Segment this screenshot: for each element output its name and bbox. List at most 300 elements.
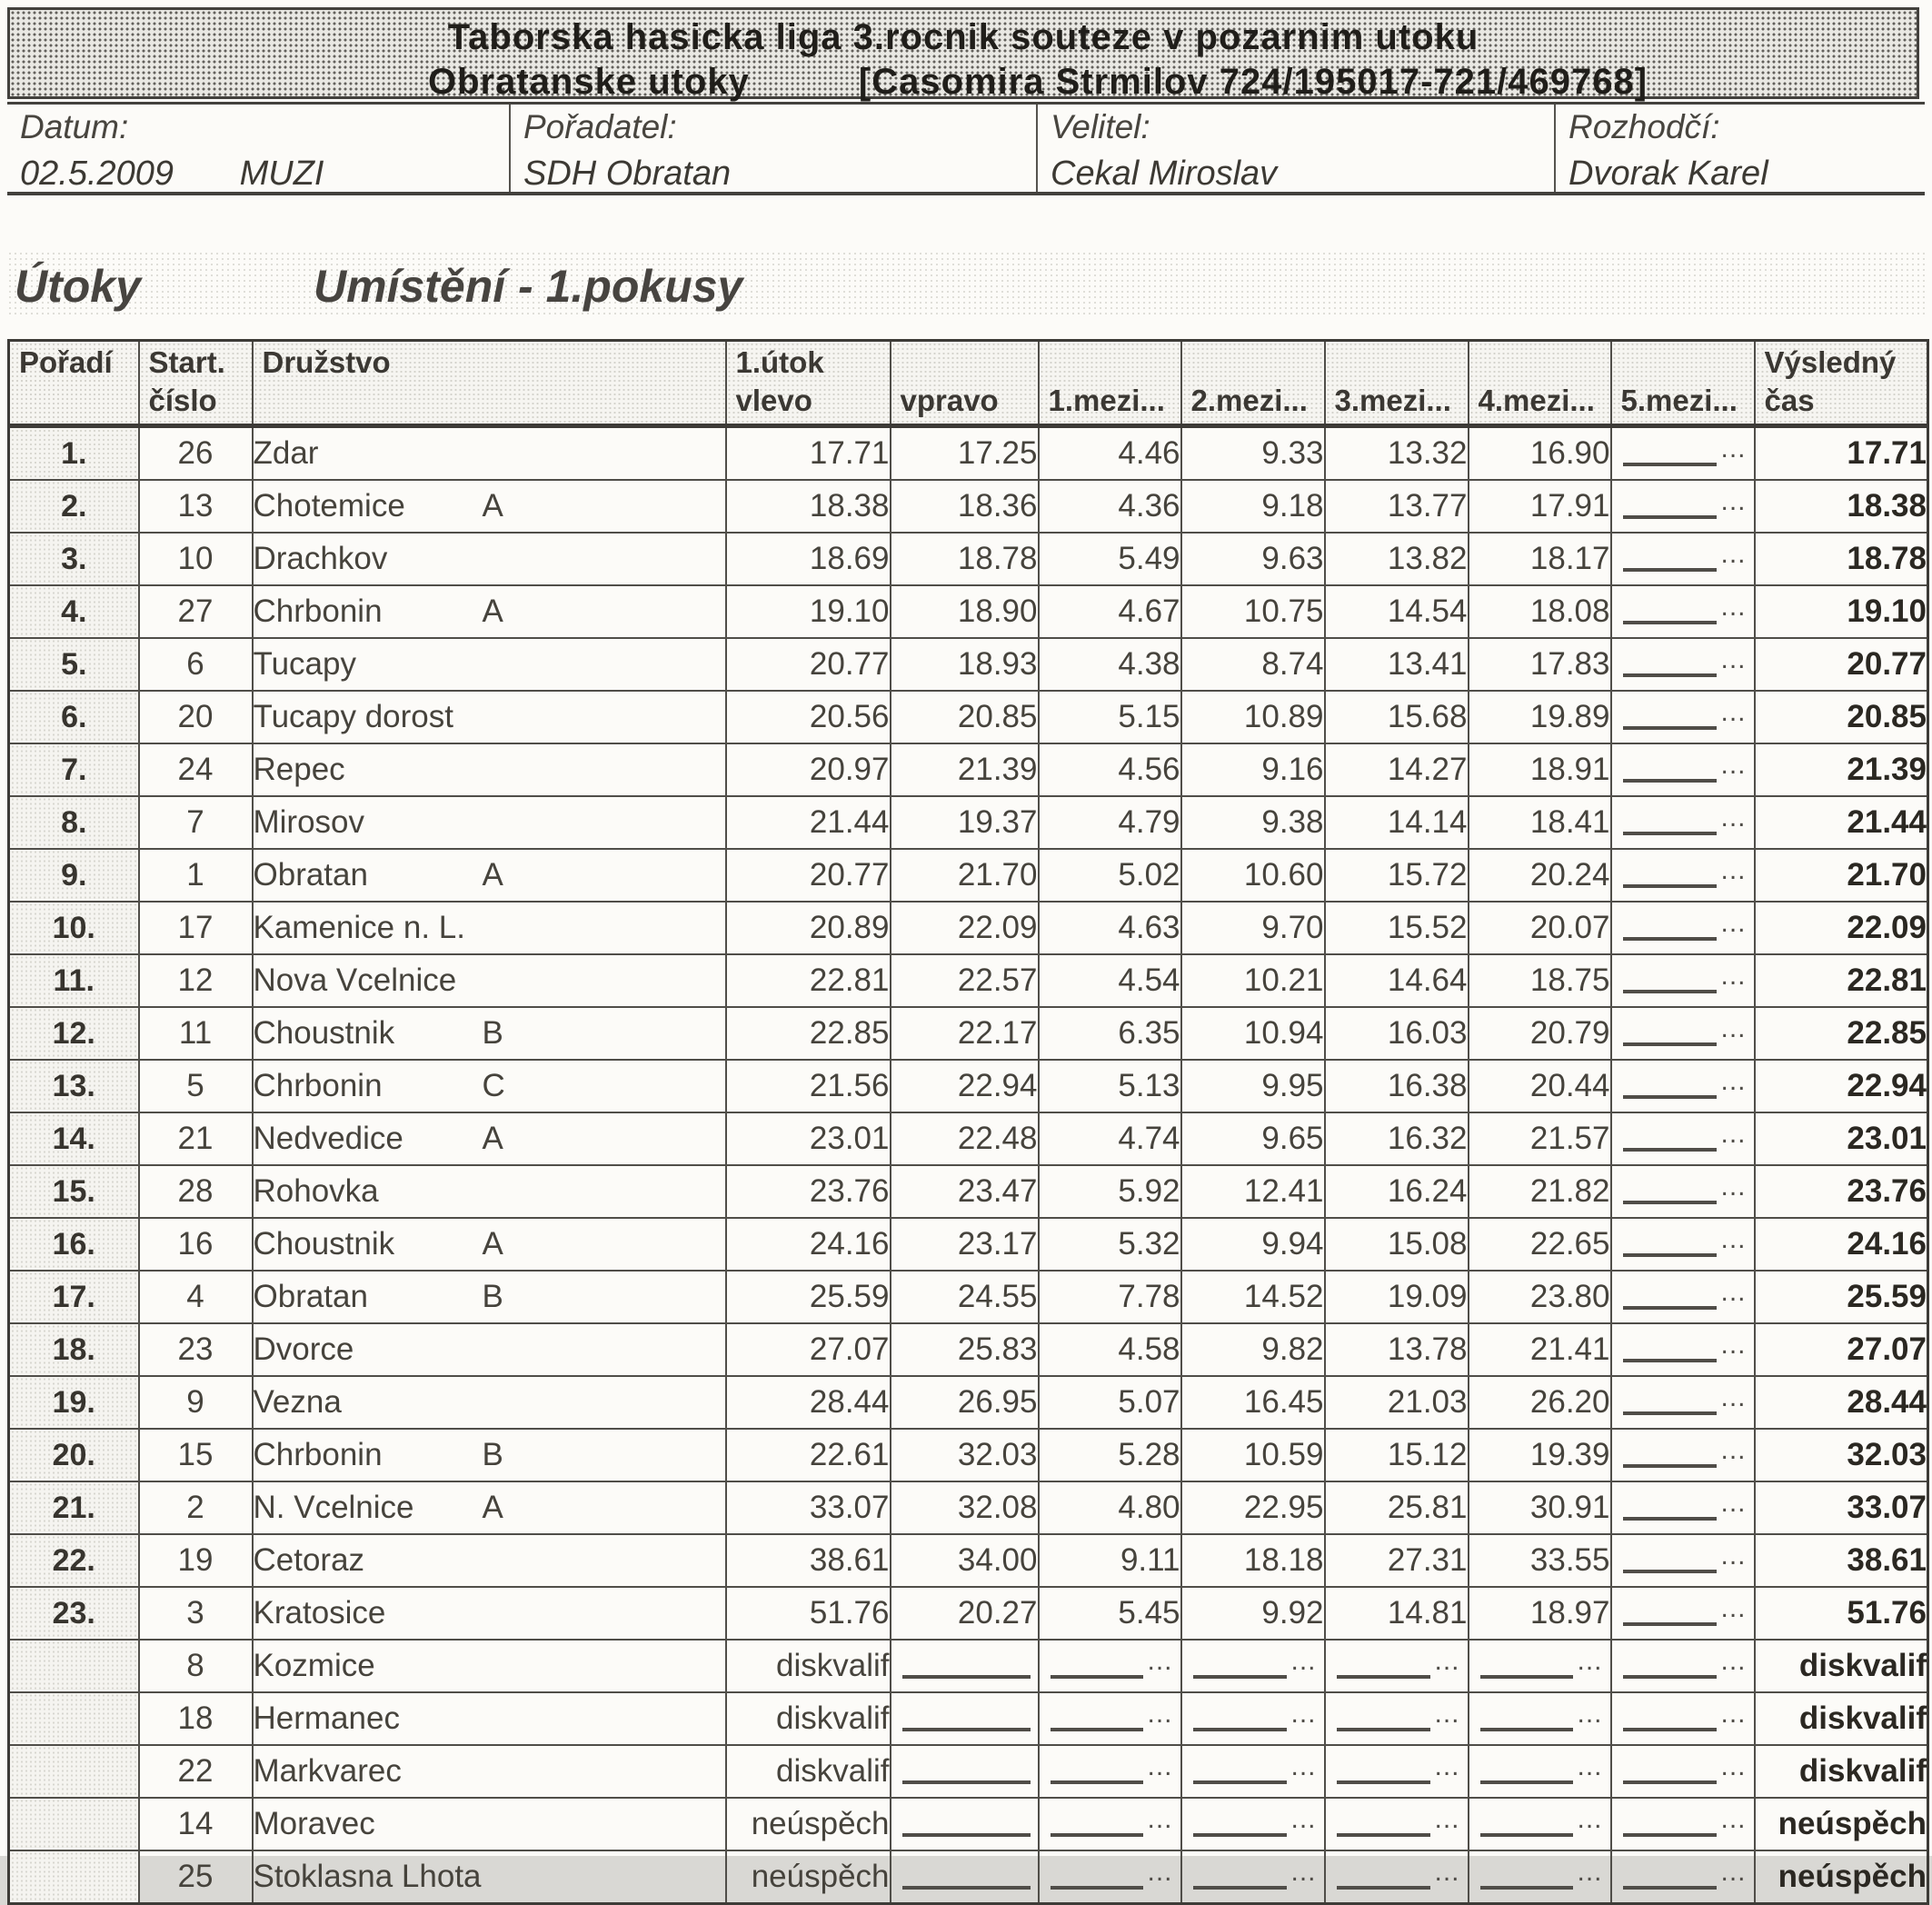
table-row [9,1323,1928,1376]
team-name: Moravec [253,1806,375,1841]
blank-line [1051,1780,1144,1784]
start-number-cell: 2 [139,1481,253,1534]
result-time-cell: 23.76 [1755,1165,1928,1218]
ellipsis: ... [1720,1699,1747,1729]
split4-cell: 18.91 [1469,743,1611,796]
split1-cell: 4.36 [1039,480,1181,533]
table-row [9,902,1928,954]
vlevo-time-cell: 23.76 [726,1165,891,1218]
split1-cell: 4.56 [1039,743,1181,796]
ellipsis: ... [1720,1646,1747,1676]
table-row [9,1798,1928,1850]
split1-cell: 5.07 [1039,1376,1181,1429]
start-number-cell: 11 [139,1007,253,1060]
blank-line [1623,1886,1718,1890]
vpravo-time-cell: 26.95 [891,1376,1039,1429]
result-time-cell: 33.07 [1755,1481,1928,1534]
split4-cell [1469,1640,1611,1692]
team-name: Nova Vcelnice [253,962,457,998]
team-cell [253,902,726,954]
split4-cell: 18.08 [1469,585,1611,638]
ellipsis: ... [1720,697,1747,727]
vlevo-time-cell: 17.71 [726,426,891,481]
team-name: Obratan [253,857,368,893]
ellipsis: ... [1720,539,1747,569]
split1-cell: 5.32 [1039,1218,1181,1271]
split2-cell [1181,1798,1325,1850]
team-name: Chrbonin [253,1437,383,1472]
vlevo-time-cell: 22.85 [726,1007,891,1060]
blank-line [1623,1675,1718,1679]
rank-cell: 6. [9,691,139,743]
team-name: Stoklasna Lhota [253,1859,482,1894]
split5-cell [1611,480,1755,533]
split2-cell: 9.16 [1181,743,1325,796]
team-letter: A [482,857,503,893]
team-name: Dvorce [253,1332,354,1367]
split2-cell: 14.52 [1181,1271,1325,1323]
split1-cell: 4.67 [1039,585,1181,638]
rank-cell: 17. [9,1271,139,1323]
vlevo-time-cell: 51.76 [726,1587,891,1640]
vlevo-time-cell: 19.10 [726,585,891,638]
split5-cell [1611,1587,1755,1640]
split5-cell [1611,796,1755,849]
table-row [9,1481,1928,1534]
split5-cell [1611,1218,1755,1271]
team-letter: B [482,1437,503,1472]
team-letter: A [482,488,503,524]
ellipsis: ... [1577,1646,1603,1676]
split3-cell [1325,1850,1469,1904]
split3-cell: 15.68 [1325,691,1469,743]
split4-cell: 19.89 [1469,691,1611,743]
ellipsis: ... [1720,961,1747,991]
split2-cell: 10.21 [1181,954,1325,1007]
column-header-5: 1.mezi... [1039,341,1181,426]
team-cell [253,849,726,902]
ellipsis: ... [1290,1804,1317,1834]
blank-line [1480,1675,1574,1679]
team-letter: B [482,1015,503,1051]
ellipsis: ... [1720,1488,1747,1518]
blank-line [1623,515,1718,519]
blank-line [1623,1833,1718,1837]
info-cell-rozhodci [1554,105,1925,192]
team-cell [253,638,726,691]
start-number-cell: 20 [139,691,253,743]
team-name: Mirosov [253,804,365,840]
split4-cell: 20.24 [1469,849,1611,902]
table-row [9,743,1928,796]
split2-cell: 10.60 [1181,849,1325,902]
rank-cell: 16. [9,1218,139,1271]
split3-cell: 14.14 [1325,796,1469,849]
ellipsis: ... [1720,1857,1747,1887]
team-letter: A [482,1121,503,1156]
result-time-cell: 22.94 [1755,1060,1928,1112]
rank-cell: 12. [9,1007,139,1060]
team-cell [253,480,726,533]
split5-cell [1611,1376,1755,1429]
split3-cell: 16.24 [1325,1165,1469,1218]
rank-cell: 20. [9,1429,139,1481]
team-name: Rohovka [253,1173,379,1209]
ellipsis: ... [1290,1699,1317,1729]
start-number-cell: 7 [139,796,253,849]
team-name: Tucapy dorost [253,699,453,734]
column-header-7: 3.mezi... [1325,341,1469,426]
split4-cell [1469,1798,1611,1850]
vlevo-time-cell: 22.61 [726,1429,891,1481]
ellipsis: ... [1720,1224,1747,1254]
result-time-cell: 24.16 [1755,1218,1928,1271]
table-row [9,638,1928,691]
split4-cell: 18.41 [1469,796,1611,849]
start-number-cell: 28 [139,1165,253,1218]
vpravo-time-cell: 22.48 [891,1112,1039,1165]
team-name: Vezna [253,1384,342,1420]
ellipsis: ... [1720,592,1747,622]
table-row [9,1060,1928,1112]
team-cell [253,743,726,796]
team-name: Cetoraz [253,1542,365,1578]
split1-cell: 5.13 [1039,1060,1181,1112]
vpravo-time-cell [891,1640,1039,1692]
ellipsis: ... [1720,486,1747,516]
blank-line [1051,1728,1144,1731]
team-cell [253,1060,726,1112]
start-number-cell: 14 [139,1798,253,1850]
ellipsis: ... [1290,1751,1317,1781]
vlevo-time-cell: 20.77 [726,638,891,691]
start-number-cell: 4 [139,1271,253,1323]
blank-line [1623,621,1718,624]
result-time-cell: diskvalif [1755,1745,1928,1798]
table-row [9,426,1928,481]
split5-cell [1611,1165,1755,1218]
split2-cell: 9.95 [1181,1060,1325,1112]
split5-cell [1611,1060,1755,1112]
vpravo-time-cell: 32.08 [891,1481,1039,1534]
team-name: Drachkov [253,541,388,576]
vpravo-time-cell [891,1798,1039,1850]
column-header-4: vpravo [891,341,1039,426]
rank-cell [9,1640,139,1692]
ellipsis: ... [1720,908,1747,938]
team-name: Choustnik [253,1015,395,1051]
ellipsis: ... [1720,1435,1747,1465]
result-time-cell: 19.10 [1755,585,1928,638]
category-value: MUZI [239,155,324,193]
ellipsis: ... [1720,1593,1747,1623]
blank-line [1337,1833,1431,1837]
table-row [9,480,1928,533]
ellipsis: ... [1720,1119,1747,1149]
start-number-cell: 27 [139,585,253,638]
split1-cell: 5.28 [1039,1429,1181,1481]
rank-cell [9,1798,139,1850]
rank-cell [9,1850,139,1904]
start-number-cell: 3 [139,1587,253,1640]
rank-cell: 1. [9,426,139,481]
rank-cell: 11. [9,954,139,1007]
table-row [9,1165,1928,1218]
results-table [7,339,1929,1905]
section-title [7,251,1925,318]
split1-cell [1039,1640,1181,1692]
result-time-cell: 21.44 [1755,796,1928,849]
rank-cell: 9. [9,849,139,902]
rozhodci-value: Dvorak Karel [1569,155,1768,193]
split2-cell: 9.63 [1181,533,1325,585]
split1-cell: 4.79 [1039,796,1181,849]
result-time-cell: 25.59 [1755,1271,1928,1323]
blank-line [1337,1675,1431,1679]
split4-cell: 17.91 [1469,480,1611,533]
blank-line [1480,1833,1574,1837]
split5-cell [1611,585,1755,638]
start-number-cell: 6 [139,638,253,691]
rank-cell: 19. [9,1376,139,1429]
team-cell [253,1798,726,1850]
split3-cell [1325,1640,1469,1692]
vpravo-time-cell: 21.70 [891,849,1039,902]
team-cell [253,1165,726,1218]
rank-cell: 2. [9,480,139,533]
start-number-cell: 9 [139,1376,253,1429]
split3-cell: 15.72 [1325,849,1469,902]
split5-cell [1611,1640,1755,1692]
table-row [9,691,1928,743]
split2-cell: 10.89 [1181,691,1325,743]
vlevo-time-cell: 18.69 [726,533,891,585]
team-cell [253,1218,726,1271]
blank-line [1623,1359,1718,1362]
start-number-cell: 10 [139,533,253,585]
vlevo-time-cell: 23.01 [726,1112,891,1165]
split3-cell: 14.64 [1325,954,1469,1007]
ellipsis: ... [1720,1013,1747,1043]
rank-cell: 21. [9,1481,139,1534]
split3-cell: 16.03 [1325,1007,1469,1060]
start-number-cell: 5 [139,1060,253,1112]
velitel-label: Velitel: [1051,108,1150,145]
team-name: Hermanec [253,1701,400,1736]
vlevo-time-cell: 20.56 [726,691,891,743]
blank-line [1623,1570,1718,1573]
result-time-cell: 32.03 [1755,1429,1928,1481]
vlevo-time-cell: 27.07 [726,1323,891,1376]
team-cell [253,1587,726,1640]
split2-cell: 9.82 [1181,1323,1325,1376]
split5-cell [1611,1007,1755,1060]
competition-title: Taborska hasicka liga 3.rocnik souteze v pozarnim utoku [447,17,1479,57]
team-name: Obratan [253,1279,368,1314]
rank-cell: 18. [9,1323,139,1376]
split1-cell [1039,1798,1181,1850]
split4-cell [1469,1850,1611,1904]
split4-cell: 17.83 [1469,638,1611,691]
vlevo-time-cell: diskvalif [726,1692,891,1745]
vpravo-time-cell [891,1745,1039,1798]
split4-cell: 26.20 [1469,1376,1611,1429]
ellipsis: ... [1720,1066,1747,1096]
split5-cell [1611,1798,1755,1850]
rank-cell [9,1745,139,1798]
vpravo-time-cell [891,1850,1039,1904]
blank-line [1480,1886,1574,1890]
vpravo-time-cell: 18.36 [891,480,1039,533]
start-number-cell: 13 [139,480,253,533]
vpravo-time-cell: 25.83 [891,1323,1039,1376]
vlevo-time-cell: neúspěch [726,1850,891,1904]
vpravo-time-cell: 18.78 [891,533,1039,585]
split3-cell: 15.52 [1325,902,1469,954]
blank-line [1623,1042,1718,1046]
split2-cell: 10.94 [1181,1007,1325,1060]
info-cell-velitel [1036,105,1554,192]
rank-cell: 8. [9,796,139,849]
team-letter: C [482,1068,505,1103]
split3-cell [1325,1798,1469,1850]
vpravo-time-cell: 23.17 [891,1218,1039,1271]
date-value: 02.5.2009 [20,155,174,193]
split4-cell: 23.80 [1469,1271,1611,1323]
ellipsis: ... [1577,1751,1603,1781]
timer-info: [Casomira Strmilov 724/195017-721/469768] [858,62,1648,102]
split2-cell: 9.33 [1181,426,1325,481]
ellipsis: ... [1720,644,1747,674]
vpravo-time-cell: 32.03 [891,1429,1039,1481]
split2-cell: 8.74 [1181,638,1325,691]
blank-line [1051,1886,1144,1890]
vpravo-time-cell: 22.17 [891,1007,1039,1060]
team-cell [253,954,726,1007]
ellipsis: ... [1147,1857,1173,1887]
result-time-cell: neúspěch [1755,1850,1928,1904]
vpravo-time-cell: 22.57 [891,954,1039,1007]
vlevo-time-cell: neúspěch [726,1798,891,1850]
ellipsis: ... [1147,1804,1173,1834]
split1-cell: 7.78 [1039,1271,1181,1323]
section-title-right: Umístění - 1.pokusy [314,261,743,312]
team-name: N. Vcelnice [253,1490,414,1525]
team-cell [253,1429,726,1481]
blank-line [1623,832,1718,835]
split5-cell [1611,691,1755,743]
split1-cell: 5.92 [1039,1165,1181,1218]
blank-line [1623,1411,1718,1415]
column-header-8: 4.mezi... [1469,341,1611,426]
table-row [9,849,1928,902]
blank-line [1623,568,1718,572]
rank-cell: 14. [9,1112,139,1165]
team-letter: A [482,1226,503,1262]
table-row [9,954,1928,1007]
rank-cell: 13. [9,1060,139,1112]
rank-cell: 10. [9,902,139,954]
blank-line [1623,937,1718,941]
vpravo-time-cell: 20.85 [891,691,1039,743]
split3-cell: 16.38 [1325,1060,1469,1112]
vpravo-time-cell: 18.93 [891,638,1039,691]
start-number-cell: 15 [139,1429,253,1481]
competition-subtitle [10,62,1917,103]
split3-cell [1325,1745,1469,1798]
team-cell [253,691,726,743]
column-header-9: 5.mezi... [1611,341,1755,426]
split5-cell [1611,1323,1755,1376]
split2-cell [1181,1640,1325,1692]
split4-cell [1469,1745,1611,1798]
ellipsis: ... [1434,1751,1460,1781]
table-row [9,1112,1928,1165]
table-row [9,1218,1928,1271]
split5-cell [1611,1745,1755,1798]
split4-cell: 18.17 [1469,533,1611,585]
vlevo-time-cell: 18.38 [726,480,891,533]
blank-line [1623,463,1718,466]
split5-cell [1611,954,1755,1007]
blank-line [1051,1675,1144,1679]
blank-line [1193,1675,1288,1679]
split3-cell: 13.77 [1325,480,1469,533]
blank-line [1623,1780,1718,1784]
split1-cell: 6.35 [1039,1007,1181,1060]
blank-line [1623,1095,1718,1099]
table-row [9,1534,1928,1587]
split4-cell: 16.90 [1469,426,1611,481]
table-row [9,1376,1928,1429]
split2-cell: 10.59 [1181,1429,1325,1481]
split4-cell: 20.07 [1469,902,1611,954]
table-row [9,1271,1928,1323]
split5-cell [1611,1429,1755,1481]
datum-label: Datum: [20,108,129,145]
team-cell [253,1112,726,1165]
blank-line [1623,1464,1718,1468]
rank-cell: 23. [9,1587,139,1640]
vpravo-time-cell: 23.47 [891,1165,1039,1218]
vpravo-time-cell: 18.90 [891,585,1039,638]
vlevo-time-cell: 20.97 [726,743,891,796]
split1-cell: 9.11 [1039,1534,1181,1587]
result-time-cell: 18.38 [1755,480,1928,533]
split3-cell [1325,1692,1469,1745]
blank-line [1193,1833,1288,1837]
team-name: Chotemice [253,488,405,524]
split2-cell: 12.41 [1181,1165,1325,1218]
vpravo-time-cell [891,1692,1039,1745]
vlevo-time-cell: 21.56 [726,1060,891,1112]
team-letter: B [482,1279,503,1314]
split1-cell [1039,1745,1181,1798]
result-time-cell: 22.09 [1755,902,1928,954]
poradatel-label: Pořadatel: [523,108,677,145]
result-time-cell: 22.81 [1755,954,1928,1007]
table-row [9,1692,1928,1745]
result-time-cell: 21.70 [1755,849,1928,902]
info-cell-poradatel [509,105,1036,192]
split1-cell: 4.58 [1039,1323,1181,1376]
blank-line [1051,1833,1144,1837]
datum-value [20,155,509,194]
split3-cell: 14.27 [1325,743,1469,796]
result-time-cell: 20.77 [1755,638,1928,691]
blank-line [1337,1728,1431,1731]
vpravo-time-cell: 19.37 [891,796,1039,849]
